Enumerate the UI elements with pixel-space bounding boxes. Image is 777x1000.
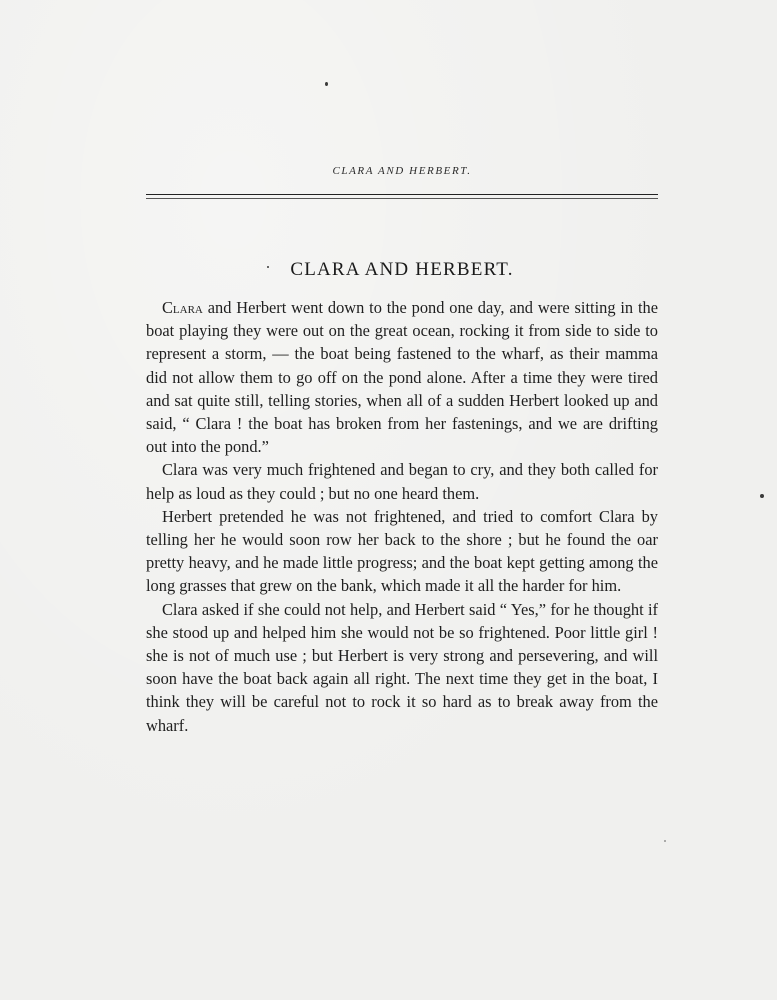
paper-speck — [760, 494, 764, 498]
paper-speck — [325, 82, 328, 86]
paragraph-1-text: and Herbert went down to the pond one day, and were sitting in the boat playing they were out on the great ocean, rocking it from side to side to represent a storm, — the boat being fastened to the wharf, as their mamma did not allow them to go off on the pond alone. After a time they were tired and sat quite still, telling stories, when all of a sudden Herbert looked up and said, “ Clara ! the boat has broken from her fastenings, and we are drifting out into the pond.” — [146, 298, 658, 457]
paragraph-opening-word: Clara — [162, 298, 203, 317]
running-head: CLARA AND HERBERT. — [332, 165, 472, 177]
story-body — [146, 296, 658, 737]
paper-speck — [267, 266, 269, 268]
header-rule — [146, 194, 658, 195]
paper-speck — [664, 840, 666, 842]
paragraph-2: Clara was very much frightened and began to cry, and they both called for help as loud as they could ; but no one heard them. — [146, 460, 658, 503]
story-title: CLARA AND HERBERT. — [290, 259, 514, 280]
paragraph-1 — [146, 296, 658, 458]
paragraph-3: Herbert pretended he was not frightened, and tried to comfort Clara by telling her he would soon row her back to the shore ; but he found the oar pretty heavy, and he made little progress; and the boat kept getting among the long grasses that grew on the bank, which made it all the harder for him. — [146, 506, 658, 596]
paragraph-4: Clara asked if she could not help, and Herbert said “ Yes,” for he thought if she stood up and helped him she would not be so frightened. Poor little girl ! she is not of much use ; but Herbert is very strong and persevering, and will soon have the boat back again all right. The next time they get in the boat, I think they will be careful not to rock it so hard as to break away from the wharf. — [146, 599, 658, 735]
header-rule-thin — [146, 198, 658, 199]
